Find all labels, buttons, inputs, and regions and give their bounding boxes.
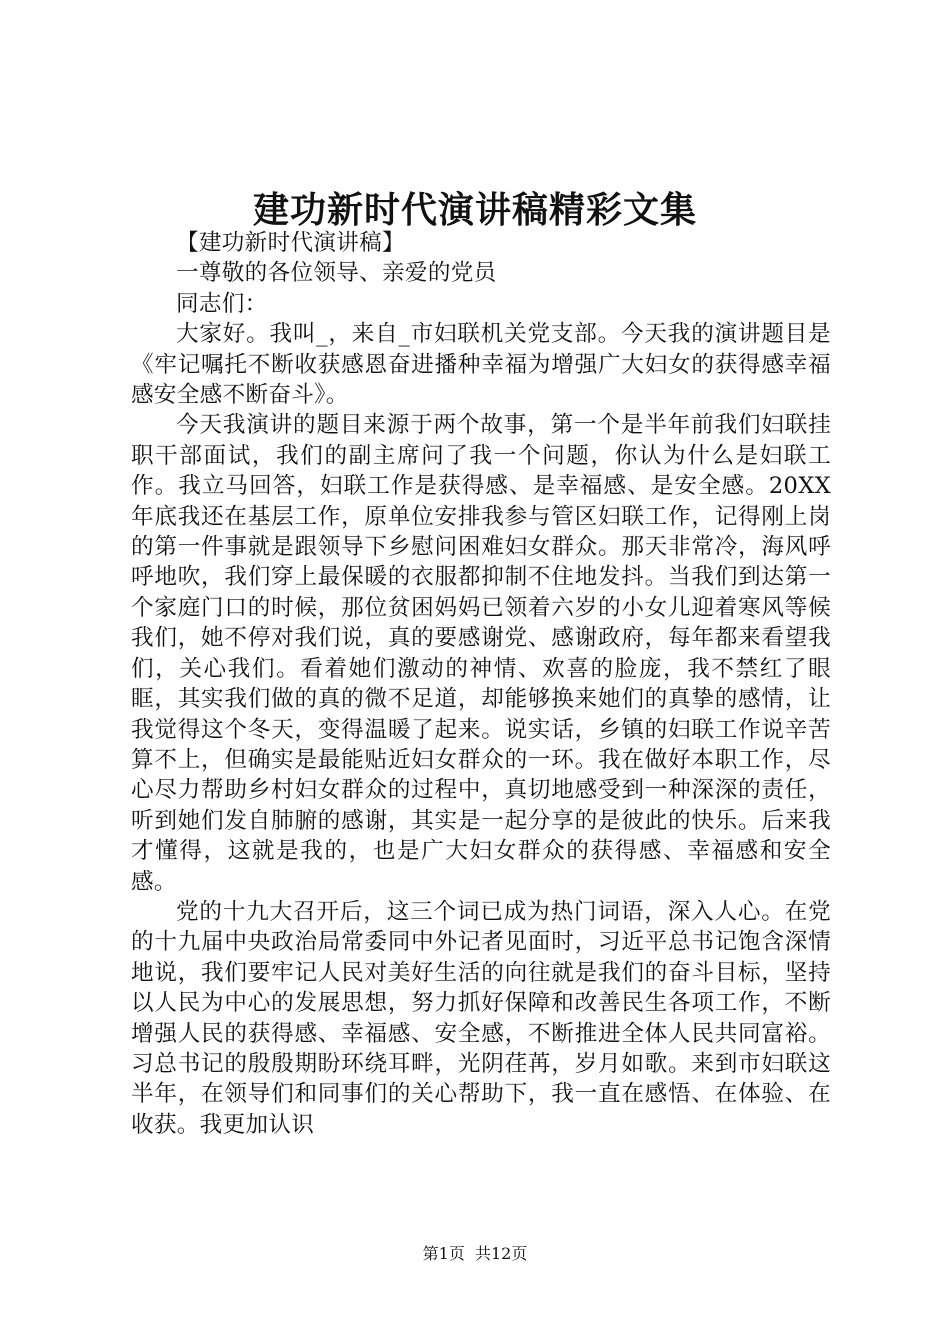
paragraph-story: 今天我演讲的题目来源于两个故事，第一个是半年前我们妇联挂职干部面试，我们的副主席问了我一个问题，你认为什么是妇联工作。我立马回答，妇联工作是获得感、是幸福感、是安全感。20XX年底我还在基层工作，原单位安排我参与管区妇联工作，记得刚上岗的第一件事就是跟领导下乡慰问困难妇女群众。那天非常冷，海风呼呼地吹，我们穿上最保暖的衣服都抑制不住地发抖。当我们到达第一个家庭门口的时候，那位贫困妈妈已领着六岁的小女儿迎着寒风等候我们，她不停对我们说，真的要感谢党、感谢政府，每年都来看望我们，关心我们。看着她们激动的神情、欢喜的脸庞，我不禁红了眼眶，其实我们做的真的微不足道，却能够换来她们的真挚的感情，让我觉得这个冬天，变得温暖了起来。说实话，乡镇的妇联工作说辛苦算不上，但确实是最能贴近妇女群众的一环。我在做好本职工作，尽心尽力帮助乡村妇女群众的过程中，真切地感受到一种深深的责任，听到她们发自肺腑的感谢，其实是一起分享的是彼此的快乐。后来我才懂得，这就是我的，也是广大妇女群众的获得感、幸福感和安全感。 [131, 412, 831, 895]
paragraph-intro: 大家好。我叫_，来自_市妇联机关党支部。今天我的演讲题目是《牢记嘱托不断收获感恩奋进播种幸福为增强广大妇女的获得感幸福感安全感不断奋斗》。 [131, 321, 831, 409]
document-body [131, 228, 831, 1140]
paragraph-salutation: 一尊敬的各位领导、亲爱的党员 [176, 260, 497, 287]
paragraph-congress: 党的十九大召开后，这三个词已成为热门词语，深入人心。在党的十九届中央政治局常委同中外记者见面时，习近平总书记饱含深情地说，我们要牢记人民对美好生活的向往就是我们的奋斗目标，坚持以人民为中心的发展思想，努力抓好保障和改善民生各项工作，不断增强人民的获得感、幸福感、安全感，不断推进全体人民共同富裕。习总书记的殷殷期盼环绕耳畔，光阴荏苒，岁月如歌。来到市妇联这半年，在领导们和同事们的关心帮助下，我一直在感悟、在体验、在收获。我更加认识 [131, 898, 831, 1138]
paragraph-heading: 【建功新时代演讲稿】 [176, 230, 405, 256]
document-title: 建功新时代演讲稿精彩文集 [252, 189, 697, 231]
paragraph-salutation-cont: 同志们： [176, 290, 268, 317]
page-footer: 第1页 共12页 [422, 1244, 528, 1263]
